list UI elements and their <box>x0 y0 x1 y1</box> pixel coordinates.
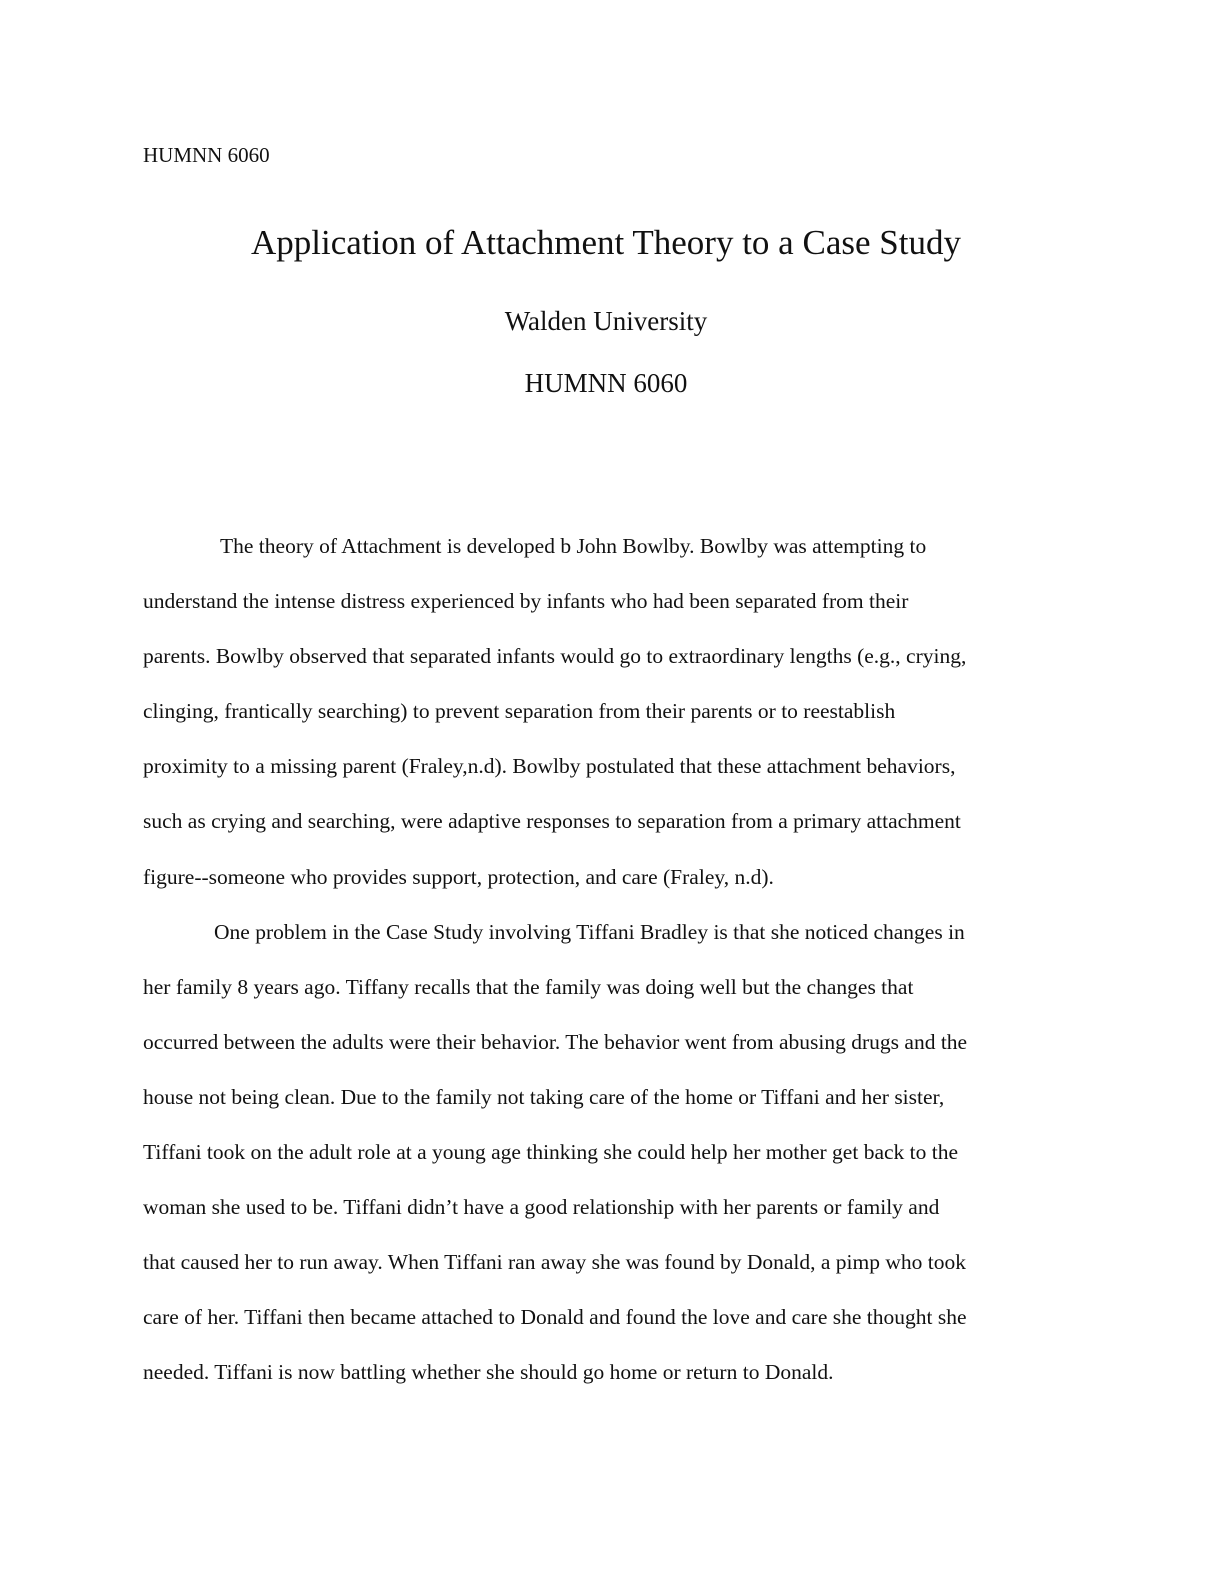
text-line: The theory of Attachment is developed b John Bowlby. Bowlby was attempting to <box>220 534 927 558</box>
paragraph-2 <box>143 916 1083 1412</box>
running-head: HUMNN 6060 <box>143 143 270 167</box>
text-line: her family 8 years ago. Tiffany recalls that the family was doing well but the changes that <box>143 974 914 999</box>
text-line: such as crying and searching, were adaptive responses to separation from a primary attachment <box>143 809 961 834</box>
text-line: understand the intense distress experienced by infants who had been separated from their <box>143 589 909 614</box>
text-line: Tiffani took on the adult role at a young age thinking she could help her mother get back to the <box>143 1140 959 1165</box>
text-line: clinging, frantically searching) to prevent separation from their parents or to reestablish <box>143 699 896 724</box>
text-line: that caused her to run away. When Tiffani ran away she was found by Donald, a pimp who took <box>143 1250 966 1275</box>
text-line: proximity to a missing parent (Fraley,n.d). Bowlby postulated that these attachment behaviors, <box>143 754 956 779</box>
text-line: One problem in the Case Study involving Tiffani Bradley is that she noticed changes in <box>214 919 965 944</box>
paper-title: Application of Attachment Theory to a Case Study <box>251 223 961 262</box>
body-text <box>143 530 1083 1412</box>
text-line: figure--someone who provides support, protection, and care (Fraley, n.d). <box>143 864 774 889</box>
text-line: occurred between the adults were their behavior. The behavior went from abusing drugs and the <box>143 1029 968 1054</box>
text-line: needed. Tiffani is now battling whether she should go home or return to Donald. <box>143 1360 834 1385</box>
text-line: parents. Bowlby observed that separated infants would go to extraordinary lengths (e.g., crying, <box>143 644 967 669</box>
institution-name: Walden University <box>504 306 708 336</box>
text-line: house not being clean. Due to the family not taking care of the home or Tiffani and her sister, <box>143 1084 945 1109</box>
course-code: HUMNN 6060 <box>524 368 688 398</box>
text-line: care of her. Tiffani then became attached to Donald and found the love and care she thought she <box>143 1305 967 1330</box>
paragraph-1 <box>143 530 1083 916</box>
text-line: woman she used to be. Tiffani didn’t have a good relationship with her parents or family and <box>143 1195 940 1220</box>
